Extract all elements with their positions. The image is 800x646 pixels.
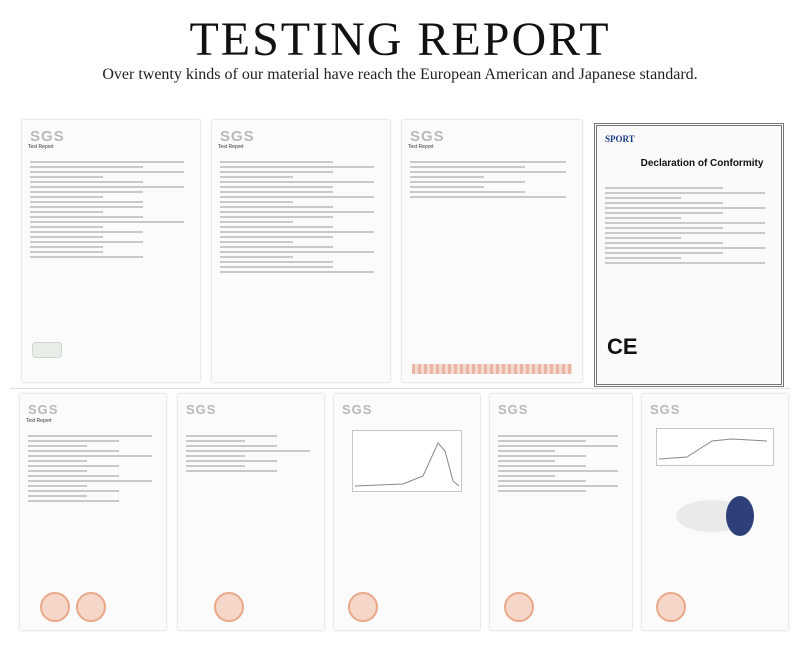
sgs-report-page-5 (178, 394, 324, 630)
sgs-report-page-8 (642, 394, 788, 630)
stamp-strip (412, 364, 572, 374)
sgs-stamp (32, 342, 62, 358)
seal-stamp (214, 592, 244, 622)
declaration-title: Declaration of Conformity (640, 158, 764, 169)
sgs-logo: SGS (498, 402, 529, 417)
seal-stamp (40, 592, 70, 622)
sgs-logo: SGS (342, 402, 373, 417)
sgs-logo: SGS (220, 128, 255, 145)
sport-logo: SPORT (605, 134, 635, 144)
sgs-report-page-2 (212, 120, 390, 382)
report-header: Test Report (26, 418, 52, 424)
graph-curve (657, 429, 773, 465)
report-header: Test Report (218, 144, 244, 150)
test-graph (352, 430, 462, 492)
report-header: Test Report (28, 144, 54, 150)
sgs-logo: SGS (28, 402, 59, 417)
sgs-logo: SGS (410, 128, 445, 145)
seal-stamp (76, 592, 106, 622)
divider (10, 388, 790, 389)
report-header: Test Report (408, 144, 434, 150)
report-text-lines (28, 432, 158, 505)
report-text-lines (186, 432, 316, 475)
sgs-report-page-3 (402, 120, 582, 382)
report-text-lines (220, 158, 382, 276)
sgs-logo: SGS (30, 128, 65, 145)
sgs-report-page-7 (490, 394, 632, 630)
sgs-logo: SGS (186, 402, 217, 417)
report-text-lines (410, 158, 574, 201)
sgs-logo: SGS (650, 402, 681, 417)
sgs-report-page-6 (334, 394, 480, 630)
declaration-of-conformity (594, 123, 784, 387)
seal-stamp (348, 592, 378, 622)
sgs-report-page-1 (22, 120, 200, 382)
test-graph (656, 428, 774, 466)
graph-curve (353, 431, 461, 491)
ce-mark: CE (607, 334, 638, 359)
shoe-sample-photo (670, 482, 760, 542)
seal-stamp (656, 592, 686, 622)
declaration-text-lines (605, 184, 773, 267)
page-title: TESTING REPORT (189, 13, 611, 66)
report-text-lines (30, 158, 192, 261)
page-subtitle: Over twenty kinds of our material have reach the European American and Japanese standard. (102, 66, 698, 83)
sgs-report-page-4 (20, 394, 166, 630)
report-text-lines (498, 432, 624, 495)
seal-stamp (504, 592, 534, 622)
